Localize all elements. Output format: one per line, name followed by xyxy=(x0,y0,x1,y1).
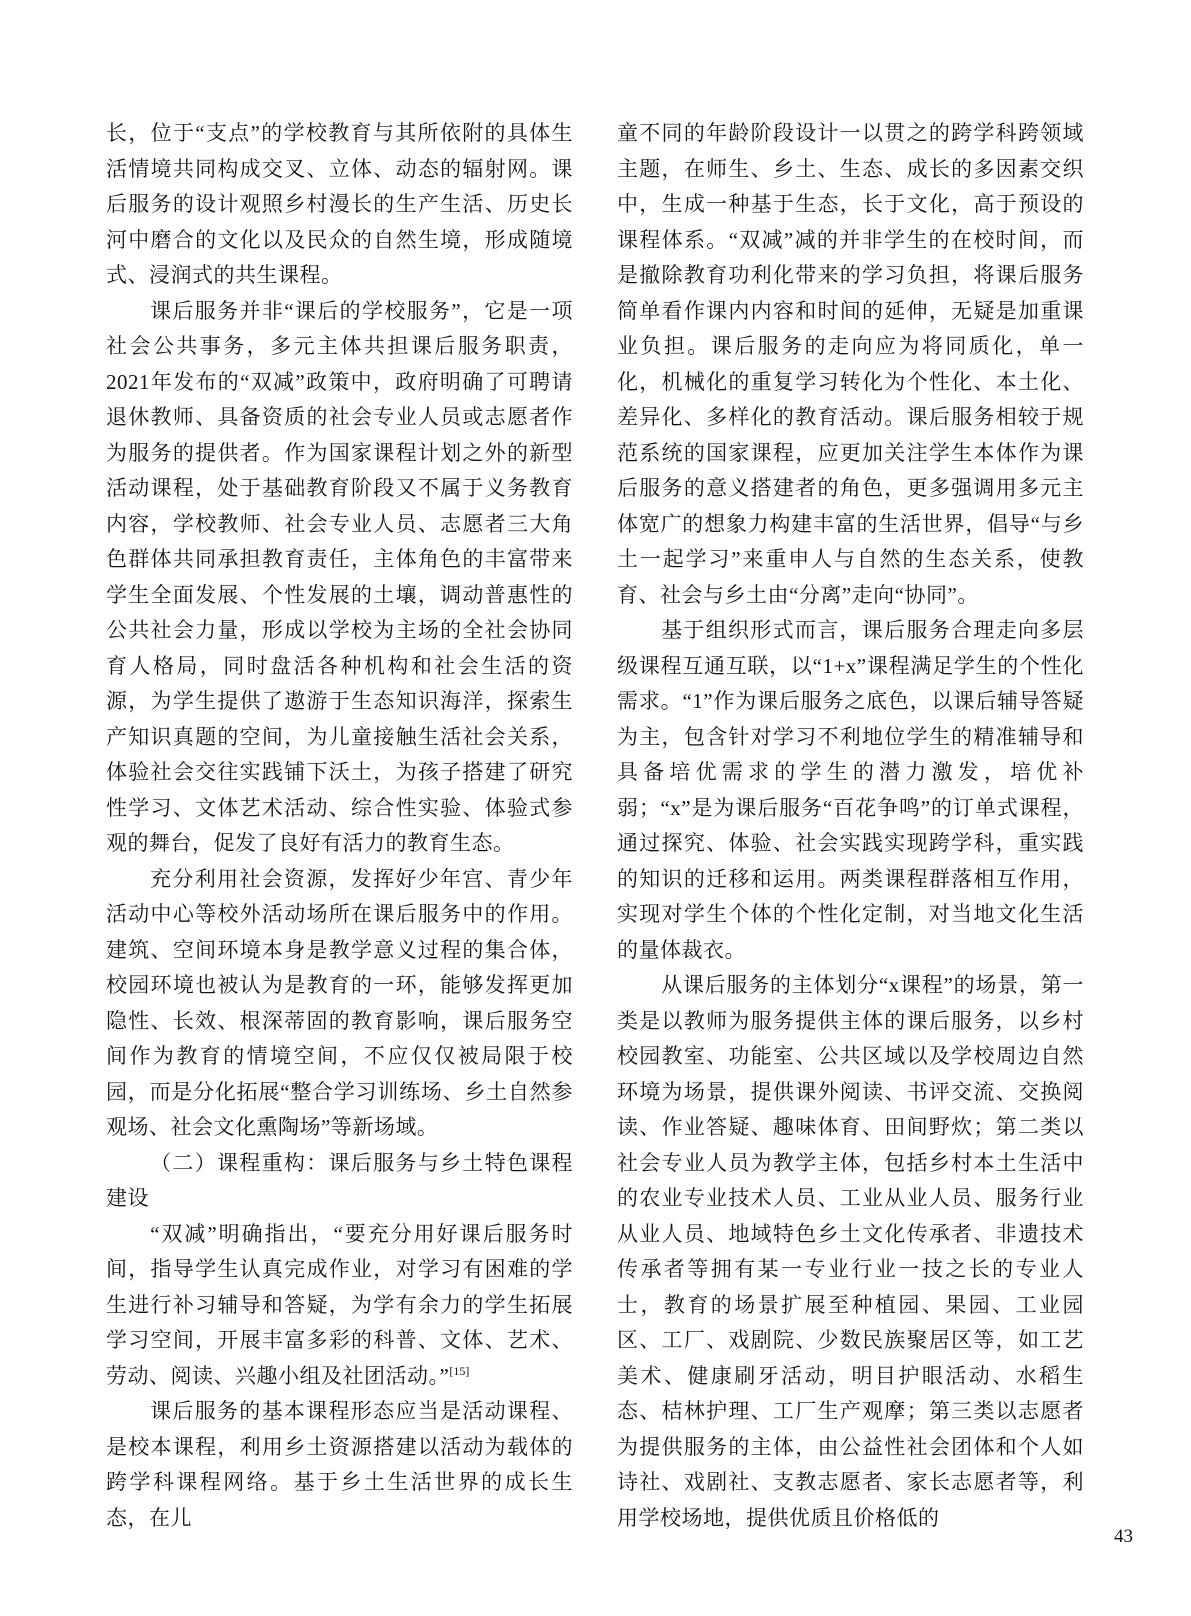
section-heading: （二）课程重构：课后服务与乡土特色课程建设 xyxy=(106,1150,573,1210)
paragraph: 课后服务并非“课后的学校服务”，它是一项社会公共事务，多元主体共担课后服务职责，2021年发布的“双减”政策中，政府明确了可聘请退休教师、具备资质的社会专业人员或志愿者作为服务的提供者。作为国家课程计划之外的新型活动课程，处于基础教育阶段又不属于义务教育内容，学校教师、社会专业人员、志愿者三大角色群体共同承担教育责任，主体角色的丰富带来学生全面发展、个性发展的土壤，调动普惠性的公共社会力量，形成以学校为主场的全社会协同育人格局，同时盘活各种机构和社会生活的资源，为学生提供了遨游于生态知识海洋，探索生产知识真题的空间，为儿童接触生活社会关系，体验社会交往实践铺下沃土，为孩子搭建了研究性学习、文体艺术活动、综合性实验、体验式参观的舞台，促发了良好有活力的教育生态。 xyxy=(106,298,573,855)
paragraph: 充分利用社会资源，发挥好少年宫、青少年活动中心等校外活动场所在课后服务中的作用。建筑、空间环境本身是教学意义过程的集合体，校园环境也被认为是教育的一环，能够发挥更加隐性、长效、根深蒂固的教育影响，课后服务空间作为教育的情境空间，不应仅仅被局限于校园，而是分化拓展“整合学习训练场、乡土自然参观场、社会文化熏陶场”等新场域。 xyxy=(106,866,573,1139)
left-column xyxy=(106,116,573,1536)
paragraph: 从课后服务的主体划分“x课程”的场景，第一类是以教师为服务提供主体的课后服务，以乡村校园教室、功能室、公共区域以及学校周边自然环境为场景，提供课外阅读、书评交流、交换阅读、作业答疑、趣味体育、田间野炊；第二类以社会专业人员为教学主体，包括乡村本土生活中的农业专业技术人员、工业从业人员、服务行业从业人员、地域特色乡土文化传承者、非遗技术传承者等拥有某一专业行业一技之长的专业人士，教育的场景扩展至种植园、果园、工业园区、工厂、戏剧院、少数民族聚居区等，如工艺美术、健康刷牙活动，明目护眼活动、水稻生态、桔林护理、工厂生产观摩；第三类以志愿者为提供服务的主体，由公益性社会团体和个人如诗社、戏剧社、支教志愿者、家长志愿者等，利用学校场地，提供优质且价格低的 xyxy=(617,973,1084,1530)
paragraph: 童不同的年龄阶段设计一以贯之的跨学科跨领域主题，在师生、乡土、生态、成长的多因素交织中，生成一种基于生态，长于文化，高于预设的课程体系。“双减”减的并非学生的在校时间，而是撤除教育功利化带来的学习负担，将课后服务简单看作课内内容和时间的延伸，无疑是加重课业负担。课后服务的走向应为将同质化，单一化，机械化的重复学习转化为个性化、本土化、差异化、多样化的教育活动。课后服务相较于规范系统的国家课程，应更加关注学生本体作为课后服务的意义搭建者的角色，更多强调用多元主体宽广的想象力构建丰富的生活世界，倡导“与乡土一起学习”来重申人与自然的生态关系，使教育、社会与乡土由“分离”走向“协同”。 xyxy=(617,121,1084,607)
paragraph: 课后服务的基本课程形态应当是活动课程、是校本课程，利用乡土资源搭建以活动为载体的跨学科课程网络。基于乡土生活世界的成长生态，在儿 xyxy=(106,1399,573,1530)
paragraph-text: “双减”明确指出，“要充分用好课后服务时间，指导学生认真完成作业，对学习有困难的学生进行补习辅导和答疑，为学有余力的学生拓展学习空间，开展丰富多彩的科普、文体、艺术、劳动、阅读、兴趣小组及社团活动。” xyxy=(106,1221,573,1388)
paragraph: 长，位于“支点”的学校教育与其所依附的具体生活情境共同构成交叉、立体、动态的辐射网。课后服务的设计观照乡村漫长的生产生活、历史长河中磨合的文化以及民众的自然生境，形成随境式、浸润式的共生课程。 xyxy=(106,121,573,287)
footnote-ref: [15] xyxy=(449,1363,470,1378)
right-column xyxy=(617,116,1084,1536)
paragraph-with-footnote xyxy=(106,1217,573,1395)
paragraph: 基于组织形式而言，课后服务合理走向多层级课程互通互联，以“1+x”课程满足学生的个性化需求。“1”作为课后服务之底色，以课后辅导答疑为主，包含针对学习不利地位学生的精准辅导和具备培优需求的学生的潜力激发，培优补弱；“x”是为课后服务“百花争鸣”的订单式课程，通过探究、体验、社会实践实现跨学科，重实践的知识的迁移和运用。两类课程群落相互作用，实现对学生个体的个性化定制，对当地文化生活的量体裁衣。 xyxy=(617,618,1084,962)
page-number: 43 xyxy=(1114,1526,1133,1547)
text-columns xyxy=(106,116,1084,1536)
